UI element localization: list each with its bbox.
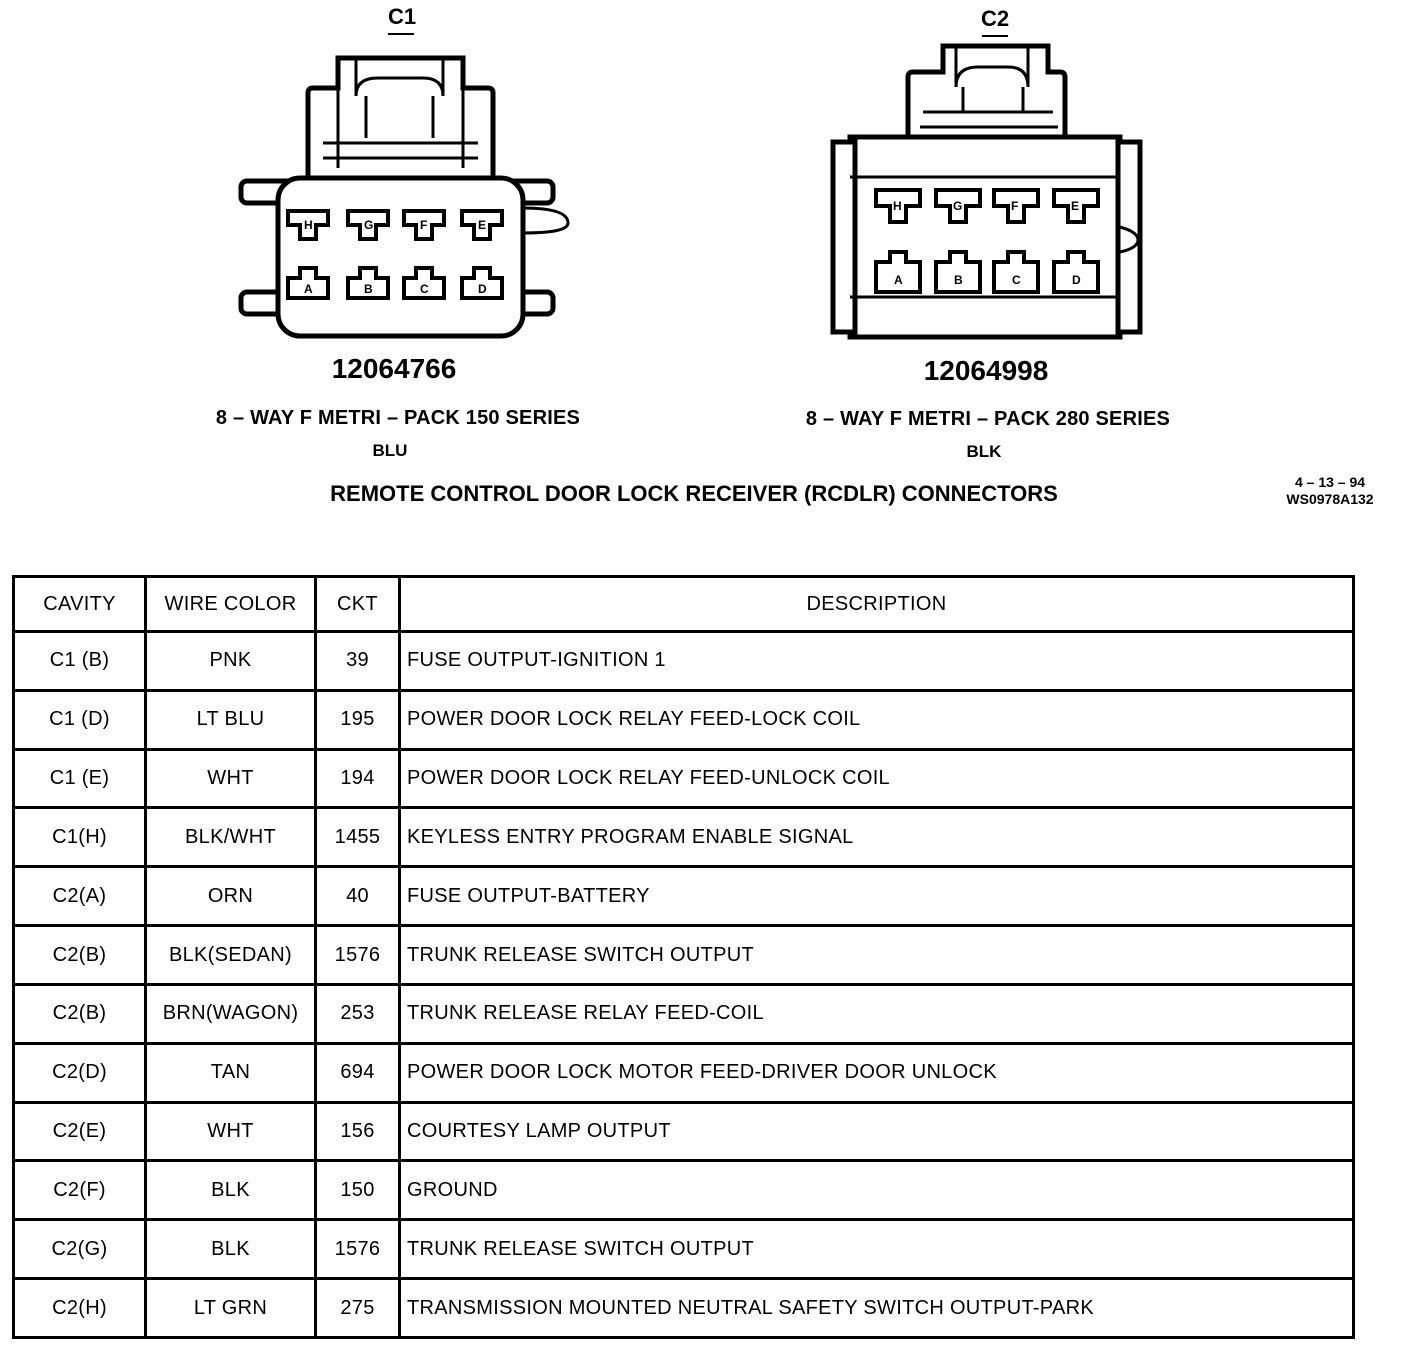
cell-description: POWER DOOR LOCK MOTOR FEED-DRIVER DOOR UNLOCK [400,1043,1354,1102]
cell-description: FUSE OUTPUT-BATTERY [400,867,1354,926]
cell-description: TRUNK RELEASE RELAY FEED-COIL [400,984,1354,1043]
connector-c1-cavity-label: F [420,218,428,232]
cell-description: TRUNK RELEASE SWITCH OUTPUT [400,1220,1354,1279]
cell-ckt: 275 [316,1279,400,1338]
cell-description: FUSE OUTPUT-IGNITION 1 [400,632,1354,691]
cell-description: COURTESY LAMP OUTPUT [400,1102,1354,1161]
cell-wire-color: ORN [146,867,316,926]
connector-c1-cavity-label: E [478,218,487,232]
connector-c1-color: BLU [372,441,408,460]
cell-wire-color: BLK [146,1220,316,1279]
drawing-date: 4 – 13 – 94 [1294,474,1366,490]
table-row [14,1043,1354,1102]
connector-c1-cavity-label: D [478,282,487,296]
connector-c1-series: 8 – WAY F METRI – PACK 150 SERIES [215,407,581,429]
connector-c1-part-number: 12064766 [331,353,457,384]
connector-c1-cavity-label: H [304,218,313,232]
connector-c1-cavity-label: A [304,282,313,296]
cell-wire-color: WHT [146,1102,316,1161]
cell-cavity: C2(E) [14,1102,146,1161]
cell-cavity: C2(A) [14,867,146,926]
cell-ckt: 39 [316,632,400,691]
connector-c1-cavity-label: B [364,282,373,296]
table-row [14,1279,1354,1338]
cell-cavity: C2(D) [14,1043,146,1102]
cell-ckt: 156 [316,1102,400,1161]
cell-description: POWER DOOR LOCK RELAY FEED-UNLOCK COIL [400,749,1354,808]
connector-c1-cavity-label: C [420,282,429,296]
connector-c2-series: 8 – WAY F METRI – PACK 280 SERIES [805,408,1171,430]
cell-wire-color: PNK [146,632,316,691]
cell-description: KEYLESS ENTRY PROGRAM ENABLE SIGNAL [400,808,1354,867]
table-header-row [14,577,1354,632]
column-header-description: DESCRIPTION [400,577,1354,632]
cell-wire-color: BLK/WHT [146,808,316,867]
connector-c1-label: C1 [387,4,417,29]
cell-cavity: C2(G) [14,1220,146,1279]
cell-wire-color: BLK(SEDAN) [146,926,316,985]
cell-ckt: 40 [316,867,400,926]
connector-c2-color: BLK [966,442,1002,461]
column-header-ckt: CKT [316,577,400,632]
connector-c2-cavity-label: H [893,199,902,213]
cell-cavity: C1(H) [14,808,146,867]
cell-cavity: C1 (B) [14,632,146,691]
table-row [14,926,1354,985]
cell-cavity: C2(F) [14,1161,146,1220]
table-row [14,1102,1354,1161]
table-row [14,749,1354,808]
table-row [14,1220,1354,1279]
connector-c2-cavity-label: B [954,273,963,287]
connector-c2-diagram [828,42,1148,342]
table-row [14,984,1354,1043]
cell-ckt: 1455 [316,808,400,867]
connector-c2-cavity-label: C [1012,273,1021,287]
column-header-cavity: CAVITY [14,577,146,632]
table-row [14,690,1354,749]
cell-wire-color: LT GRN [146,1279,316,1338]
drawing-code: WS0978A132 [1286,491,1374,507]
cell-cavity: C2(B) [14,984,146,1043]
table-row [14,632,1354,691]
cell-cavity: C2(H) [14,1279,146,1338]
connector-c2-cavity-label: G [953,199,963,213]
connector-c1-label-underline [388,33,414,35]
cell-ckt: 150 [316,1161,400,1220]
table-body [14,632,1354,1338]
connector-c2-label-underline [982,35,1008,37]
cell-ckt: 253 [316,984,400,1043]
column-header-wire-color: WIRE COLOR [146,577,316,632]
connector-c2-cavity-label: A [894,273,903,287]
cell-description: GROUND [400,1161,1354,1220]
connector-c1-diagram [238,48,578,348]
cell-wire-color: WHT [146,749,316,808]
diagram-title: REMOTE CONTROL DOOR LOCK RECEIVER (RCDLR) CONNECTORS [330,481,1058,506]
cell-description: POWER DOOR LOCK RELAY FEED-LOCK COIL [400,690,1354,749]
cell-cavity: C2(B) [14,926,146,985]
connector-c2-cavity-label: E [1071,199,1080,213]
connector-c1-cavity-label: G [364,218,374,232]
cell-description: TRUNK RELEASE SWITCH OUTPUT [400,926,1354,985]
cell-ckt: 1576 [316,1220,400,1279]
drawing-stamp [1260,474,1400,508]
cell-description: TRANSMISSION MOUNTED NEUTRAL SAFETY SWITCH OUTPUT-PARK [400,1279,1354,1338]
cell-wire-color: BRN(WAGON) [146,984,316,1043]
cell-ckt: 1576 [316,926,400,985]
cell-ckt: 195 [316,690,400,749]
circuit-table [12,575,1355,1339]
connector-c2-part-number: 12064998 [923,355,1049,386]
connector-c2-label: C2 [980,6,1010,31]
cell-wire-color: TAN [146,1043,316,1102]
cell-wire-color: LT BLU [146,690,316,749]
cell-cavity: C1 (D) [14,690,146,749]
table-row [14,867,1354,926]
connector-c2-cavity-label: F [1011,199,1019,213]
cell-cavity: C1 (E) [14,749,146,808]
connector-c2-cavity-label: D [1072,273,1081,287]
cell-wire-color: BLK [146,1161,316,1220]
cell-ckt: 694 [316,1043,400,1102]
table-row [14,808,1354,867]
table-row [14,1161,1354,1220]
cell-ckt: 194 [316,749,400,808]
